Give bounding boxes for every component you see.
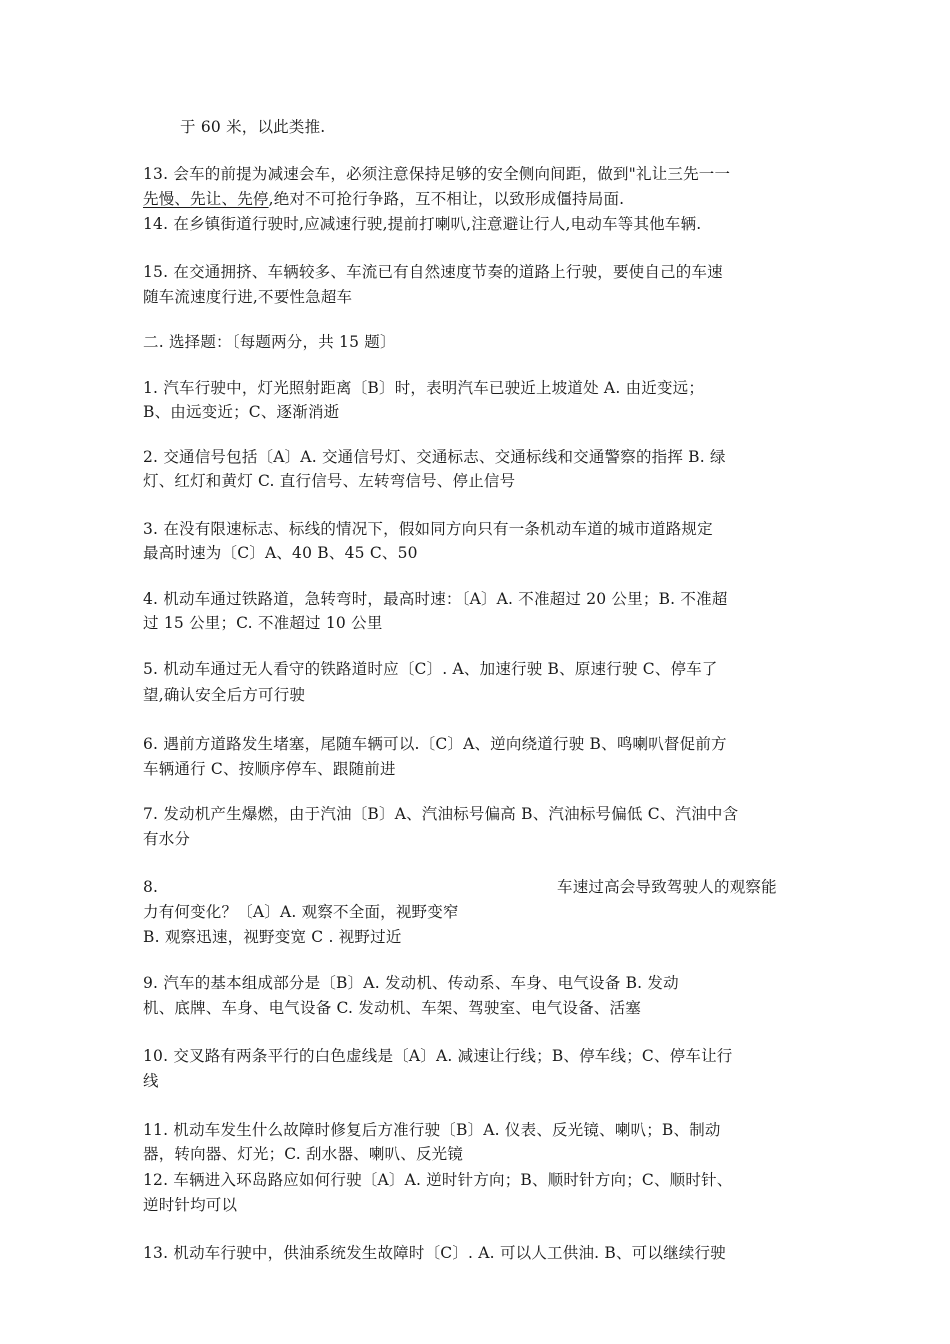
text-line: 9. 汽车的基本组成部分是〔B〕A. 发动机、传动系、车身、电气设备 B. 发动 [143, 974, 679, 992]
text-line: 1. 汽车行驶中，灯光照射距离〔B〕时，表明汽车已驶近上坡道处 A. 由近变远； [143, 379, 705, 397]
text-line: 力有何变化？〔A〕A. 观察不全面，视野变窄 [143, 903, 459, 921]
text-line: 随车流速度行进,不要性急超车 [143, 288, 353, 306]
text-fragment: 车速过高会导致驾驶人的观察能 [557, 878, 777, 896]
question-number: 8. [143, 878, 159, 896]
text-line: 5. 机动车通过无人看守的铁路道时应〔C〕. A、加速行驶 B、原速行驶 C、停车了 [143, 660, 718, 678]
text-line [143, 877, 823, 897]
text-line: 3. 在没有限速标志、标线的情况下，假如同方向只有一条机动车道的城市道路规定 [143, 520, 713, 538]
text-line: 13. 机动车行驶中，供油系统发生故障时〔C〕. A. 可以人工供油. B、可以继续行驶 [143, 1244, 726, 1262]
text-line: 过 15 公里；C. 不准超过 10 公里 [143, 614, 383, 632]
underlined-phrase: 先慢、先让、先停 [143, 190, 269, 208]
section-heading: 二. 选择题：〔每题两分，共 15 题〕 [143, 333, 396, 351]
text-line: B. 观察迅速，视野变宽 C . 视野过近 [143, 928, 402, 946]
text-line: 7. 发动机产生爆燃，由于汽油〔B〕A、汽油标号偏高 B、汽油标号偏低 C、汽油中含 [143, 805, 739, 823]
text-line: 有水分 [143, 830, 191, 848]
text-line: 6. 遇前方道路发生堵塞，尾随车辆可以.〔C〕A、逆向绕道行驶 B、鸣喇叭督促前方 [143, 735, 727, 753]
text-line: 线 [143, 1072, 159, 1090]
text-line: 4. 机动车通过铁路道，急转弯时，最高时速：〔A〕A. 不准超过 20 公里；B. 不准超 [143, 590, 728, 608]
text-line: 2. 交通信号包括〔A〕A. 交通信号灯、交通标志、交通标线和交通警察的指挥 B. 绿 [143, 448, 726, 466]
text-line: 器，转向器、灯光；C. 刮水器、喇叭、反光镜 [143, 1145, 464, 1163]
text-line: 14. 在乡镇街道行驶时,应减速行驶,提前打喇叭,注意避让行人,电动车等其他车辆. [143, 215, 702, 233]
text-line [143, 189, 823, 209]
text-line: 15. 在交通拥挤、车辆较多、车流已有自然速度节奏的道路上行驶，要使自己的车速 [143, 263, 723, 281]
text-line: 灯、红灯和黄灯 C. 直行信号、左转弯信号、停止信号 [143, 472, 516, 490]
text-line: 于 60 米，以此类推. [180, 118, 326, 136]
text-line: 机、底牌、车身、电气设备 C. 发动机、车架、驾驶室、电气设备、活塞 [143, 999, 641, 1017]
text-line: 最高时速为〔C〕A、40 B、45 C、50 [143, 544, 418, 562]
text-line: 13. 会车的前提为减速会车，必须注意保持足够的安全侧向间距，做到"礼让三先一一 [143, 165, 731, 183]
text-line: B、由远变近；C、逐渐消逝 [143, 403, 340, 421]
text-line: 12. 车辆进入环岛路应如何行驶〔A〕A. 逆时针方向；B、顺时针方向；C、顺时针、 [143, 1171, 733, 1189]
text-fragment: ,绝对不可抢行争路，互不相让，以致形成僵持局面. [268, 190, 625, 208]
text-line: 11. 机动车发生什么故障时修复后方准行驶〔B〕A. 仪表、反光镜、喇叭；B、制动 [143, 1121, 721, 1139]
text-line: 车辆通行 C、按顺序停车、跟随前进 [143, 760, 396, 778]
text-line: 望,确认安全后方可行驶 [143, 686, 306, 704]
text-line: 10. 交叉路有两条平行的白色虚线是〔A〕A. 减速让行线；B、停车线；C、停车让行 [143, 1047, 733, 1065]
text-line: 逆时针均可以 [143, 1196, 238, 1214]
